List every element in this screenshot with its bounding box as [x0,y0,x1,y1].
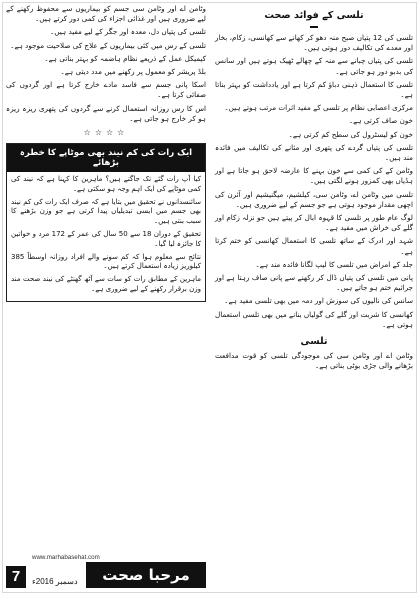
box-body [7,172,205,301]
paragraph: کیمیکل عمل کے ذریعے نظام ہاضمہ کو بہتر بناتی ہے۔ [44,53,206,63]
paragraph: مرکزی اعصابی نظام پر تلسی کے مفید اثرات مرتب ہوتے ہیں۔ [224,103,413,113]
paragraph: وٹامن اے اور وٹامن سی کی موجودگی تلسی کو قوت مدافعت بڑھانے والی جڑی بوٹی بناتی ہے۔ [215,351,413,371]
paragraph: تلسی کی پتیاں گردے کی پتھری اور مثانے کی تکالیف میں فائدہ مند ہیں۔ [215,142,413,163]
box-title: ایک رات کی کم نیند بھی موٹاپے کا خطرہ بڑھائے [7,144,205,172]
paragraph: ماہرین کے مطابق رات کو سات سے آٹھ گھنٹے کی نیند صحت مند وزن برقرار رکھنے کے لیے ضروری ہے۔ [11,275,201,293]
paragraph: شہد اور ادرک کے ساتھ تلسی کا استعمال کھانسی کو ختم کرتا ہے۔ [215,236,413,256]
paragraph: سائنسدانوں نے تحقیق میں بتایا ہے کہ صرف ایک رات کی کم نیند بھی جسم میں ایسی تبدیلیاں پیدا کرتی ہے جو وزن بڑھنے کا سبب بنتی ہیں۔ [11,197,201,226]
sub-heading: تلسی [300,336,328,348]
right-column [215,4,413,374]
paragraph: خون کو لیسٹرول کی سطح کم کرتی ہے۔ [288,129,413,139]
paragraph: بلڈ پریشر کو معمول پر رکھنے میں مدد دیتی ہے۔ [60,67,206,77]
paragraph: کیا آپ رات گئے تک جاگتے ہیں؟ ماہرین کا کہنا ہے کہ نیند کی کمی موٹاپے کی ایک اہم وجہ ہو سکتی ہے۔ [11,175,201,193]
paragraph: اس کا رس روزانہ استعمال کرنے سے گردوں کی پتھری ریزہ ریزہ ہو کر خارج ہو جاتی ہے۔ [6,103,206,123]
paragraph: نتائج سے معلوم ہوا کہ کم سونے والے افراد روزانہ اوسطاً 385 کیلوریز زیادہ استعمال کرتے ہیں۔ [11,252,201,271]
paragraph: جلد کے امراض میں تلسی کا لیپ لگانا فائدہ مند ہے۔ [255,259,413,269]
issue-date: دسمبر 2016ء [32,577,78,586]
heading-divider [310,26,318,28]
paragraph: اسکا پانی جسم سے فاسد مادے خارج کرتا ہے اور گردوں کی صفائی کرتا ہے۔ [6,80,206,100]
paragraph: خون صاف کرتی ہے۔ [348,116,413,126]
page-footer [0,540,419,594]
paragraph: تلسی کے رس میں کئی بیماریوں کے علاج کی صلاحیت موجود ہے۔ [10,40,206,50]
star-separator: ☆☆☆☆ [83,128,129,138]
paragraph: تلسی کی پتیاں دل، معدہ اور جگر کے لیے مفید ہیں۔ [50,27,206,37]
paragraph: تلسی میں وٹامن اے، وٹامن سی، کیلشیم، میگنیشیم اور آئرن کی اچھی مقدار موجود ہوتی ہے جو جسم کے لیے ضروری ہیں۔ [215,189,413,209]
sleep-article-box [6,143,206,302]
paragraph: وٹامن کے کی کمی سے خون بہنے کا عارضہ لاحق ہو جاتا ہے اور ہڈیاں بھی کمزور ہونے لگتی ہیں۔ [215,166,413,186]
magazine-logo: مرحبا صحت [86,562,206,588]
website-url[interactable]: www.marhabasehat.com [32,554,100,561]
paragraph: تلسی کا استعمال ذہنی دباؤ کم کرتا ہے اور یادداشت کو بہتر بناتا ہے۔ [215,79,413,100]
paragraph: کھانسی کا شربت اور گلے کی گولیاں بنانے میں بھی تلسی استعمال ہوتی ہے۔ [215,309,413,329]
paragraph: پانی میں تلسی کی پتیاں ڈال کر رکھنے سے پانی صاف رہتا ہے اور جراثیم ختم ہو جاتے ہیں۔ [215,273,413,293]
paragraph: تلسی کی پتیاں چبانے سے منہ کے چھالے ٹھیک ہوتے ہیں اور سانس کی بدبو دور ہو جاتی ہے۔ [215,56,413,76]
paragraph: لوگ عام طور پر تلسی کا قہوہ ابال کر پیتے ہیں جو نزلہ زکام اور گلے کی خراش میں مفید ہے۔ [215,213,413,233]
paragraph: وٹامن اے اور وٹامن سی جسم کو بیماریوں سے محفوظ رکھنے کے لیے ضروری ہیں اور غذائی اجزاء کی کمی دور کرتے ہیں۔ [6,4,206,24]
article-heading: تلسی کے فوائد صحت [264,10,364,21]
paragraph: تحقیق کے دوران 18 سے 50 سال کی عمر کے 172 مرد و خواتین کا جائزہ لیا گیا۔ [11,230,201,248]
paragraph: تلسی کی 12 پتیاں صبح منہ دھو کر کھانے سے کھانسی، زکام، بخار اور معدے کی تکالیف دور ہوتی ہیں۔ [215,33,413,53]
page-number: 7 [6,566,26,588]
left-column [6,4,206,302]
paragraph: سانس کی نالیوں کی سوزش اور دمہ میں بھی تلسی مفید ہے۔ [224,296,413,306]
